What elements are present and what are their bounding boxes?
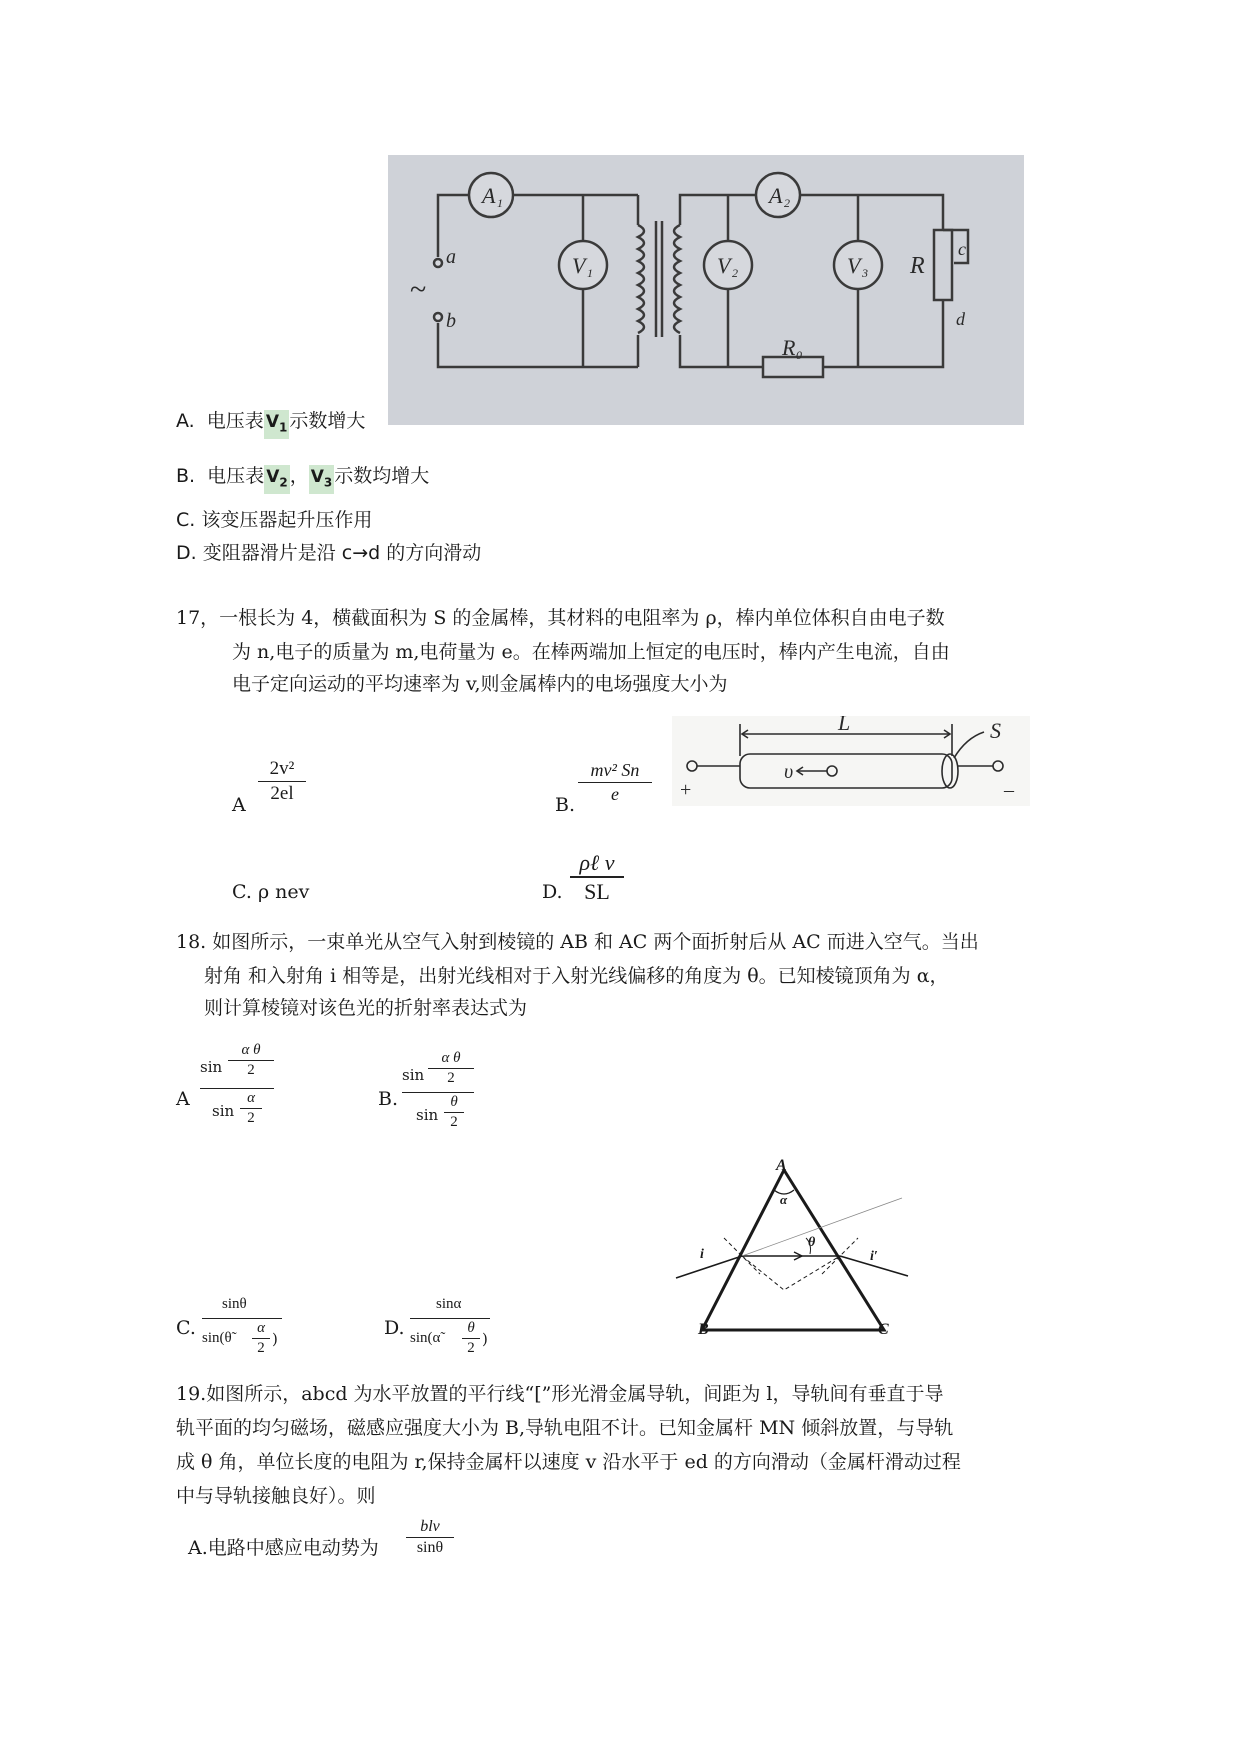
q18-option-d-expression: sinα sin(α̃ θ 2 )	[410, 1296, 494, 1366]
wire	[823, 300, 943, 367]
label-v3: V	[847, 253, 861, 278]
normal-lines	[742, 1256, 840, 1290]
wire	[793, 195, 943, 230]
label-a2-sub: 2	[784, 196, 790, 210]
label-a1-sub: 1	[497, 196, 503, 210]
q18-option-c-expression: sinθ sin(θ̃ α 2 )	[202, 1296, 286, 1366]
q17-option-b-letter: B.	[555, 794, 576, 816]
prism-label-c: C	[878, 1321, 889, 1338]
rod-label-s: S	[990, 718, 1001, 743]
q19-text-line-4: 中与导轨接触良好）。则	[176, 1485, 376, 1507]
q17-option-d-fraction: ρℓ v SL	[570, 850, 624, 905]
q18-text-line-2: 射角 和入射角 i 相等是，出射光线相对于入射光线偏移的角度为 θ。已知棱镜顶角为 α，	[204, 965, 949, 987]
q16-option-a: A. 电压表 $V_1$ 示数增大	[176, 409, 365, 439]
label-v2: V	[717, 253, 731, 278]
circuit-diagram	[388, 155, 1024, 425]
q18-option-a-expression: sin α θ 2 sin α 2	[200, 1040, 276, 1134]
q19-option-a-text: A.电路中感应电动势为	[188, 1537, 379, 1559]
q17-text-line-1: 17，一根长为 4，横截面积为 S 的金属棒，其材料的电阻率为 ρ，棒内单位体积自由电子数	[176, 607, 945, 629]
q17-text-line-3: 电子定向运动的平均速率为 v,则金属棒内的电场强度大小为	[232, 673, 728, 695]
q18-option-d-letter: D.	[384, 1317, 405, 1339]
rod-label-plus: +	[680, 779, 692, 801]
label-c: c	[958, 239, 966, 259]
v1-tag: $V_1$	[264, 410, 290, 439]
rod-label-v: υ	[784, 761, 794, 783]
q18-option-a-letter: A	[176, 1088, 190, 1110]
q17-rod-figure	[672, 716, 1030, 806]
label-a1: A	[482, 183, 496, 208]
resistor-r0	[763, 357, 823, 377]
q17-option-c: C. ρ nev	[232, 881, 310, 903]
rod-label-l: L	[838, 716, 851, 735]
label-v3-sub: 3	[862, 266, 868, 280]
rheostat-r	[934, 230, 952, 300]
incident-ray	[676, 1256, 742, 1278]
q17-option-a-letter: A	[232, 794, 246, 816]
prism-label-alpha: α	[780, 1192, 788, 1207]
q18-text-line-1: 18. 如图所示，一束单光从空气入射到棱镜的 AB 和 AC 两个面折射后从 AC 而进入空气。当出	[176, 931, 979, 953]
q19-text-line-3: 成 θ 角，单位长度的电阻为 r,保持金属杆以速度 v 沿水平于 ed 的方向滑动（金属杆滑动过程	[176, 1451, 961, 1473]
q17-text-line-2: 为 n,电子的质量为 m,电荷量为 e。在棒两端加上恒定的电压时，棒内产生电流，自由	[232, 641, 950, 663]
label-a2: A	[769, 183, 783, 208]
q19-text-line-2: 轨平面的均匀磁场，磁感应强度大小为 B,导轨电阻不计。已知金属杆 MN 倾斜放置，与导轨	[176, 1417, 954, 1439]
label-r0: R	[782, 335, 796, 360]
metal-rod	[740, 754, 952, 788]
rod-diagram	[672, 716, 1030, 806]
prism-label-i: i	[700, 1247, 704, 1262]
v3-tag: $V_3$	[309, 465, 335, 494]
label-v1-sub: 1	[587, 266, 593, 280]
q16-option-d: D. 变阻器滑片是沿 c→d 的方向滑动	[176, 542, 482, 564]
label-r: R	[910, 253, 925, 279]
q16-option-c: C. 该变压器起升压作用	[176, 509, 373, 531]
prism-label-i-prime: i′	[870, 1249, 878, 1264]
label-d: d	[956, 309, 965, 329]
prism-diagram	[672, 1158, 932, 1343]
wire	[438, 323, 638, 367]
label-v2-sub: 2	[732, 266, 738, 280]
rod-label-minus: –	[1004, 779, 1014, 801]
circuit-figure	[388, 155, 1024, 425]
label-a: a	[446, 246, 456, 268]
q18-option-c-letter: C.	[176, 1317, 196, 1339]
q17-option-d-letter: D.	[542, 881, 563, 903]
q19-option-a-fraction: blv sinθ	[406, 1518, 454, 1558]
wire	[680, 195, 763, 225]
prism-label-a: A	[776, 1158, 787, 1174]
prism-label-b: B	[698, 1321, 709, 1338]
q17-option-a-fraction: 2v² 2el	[258, 758, 306, 805]
primary-coil	[638, 225, 644, 333]
q18-text-line-3: 则计算棱镜对该色光的折射率表达式为	[204, 997, 528, 1019]
ac-source-symbol: ~	[410, 273, 427, 306]
q17-option-b-fraction: mv² Sn e	[578, 760, 652, 804]
label-v1: V	[572, 253, 586, 278]
prism-triangle	[702, 1170, 884, 1330]
wire	[680, 335, 763, 367]
q16-option-b: B. 电压表 $V_2$ ， $V_3$ 示数均增大	[176, 464, 429, 494]
v2-tag: $V_2$	[264, 465, 290, 494]
q18-option-b-expression: sin α θ 2 sin θ 2	[402, 1050, 478, 1144]
prism-label-theta: θ	[808, 1235, 816, 1250]
q18-option-b-letter: B.	[378, 1088, 399, 1110]
q18-prism-figure	[672, 1158, 932, 1343]
label-r0-sub: 0	[796, 348, 802, 362]
label-b: b	[446, 310, 456, 332]
secondary-coil	[674, 225, 680, 333]
q19-text-line-1: 19.如图所示，abcd 为水平放置的平行线“[”形光滑金属导轨，间距为 l，导轨间有垂直于导	[176, 1383, 944, 1405]
